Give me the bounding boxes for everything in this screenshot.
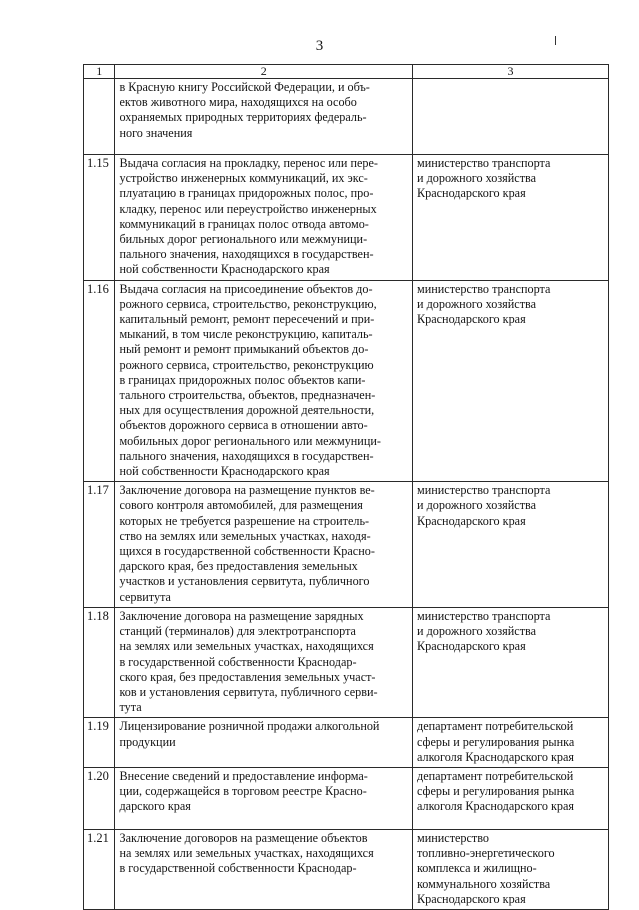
table-row (84, 155, 609, 281)
authority-text: министерство транспорта и дорожного хозяйства Краснодарского края (413, 280, 609, 482)
service-text: Внесение сведений и предоставление информа- ции, содержащейся в торговом реестре Красно- дарского края (115, 767, 413, 829)
service-text: Выдача согласия на прокладку, перенос или пере- устройство инженерных коммуникаций, их экс- плуатацию в границах придорожных полос, про- кладку, перенос или переустройство инженерных коммуникаций в границах полос отвода автомо- бильных дорог регионального или межмуници- пального значения, находящихся в государствен- ной собственности Краснодарского края (115, 155, 413, 281)
row-number: 1.19 (84, 718, 115, 768)
service-text: Лицензирование розничной продажи алкогольной продукции (115, 718, 413, 768)
scan-mark (555, 36, 556, 45)
table-row (84, 718, 609, 768)
service-text: Заключение договора на размещение зарядных станций (терминалов) для электротранспорта на землях или земельных участках, находящихся в государственной собственности Краснодар- ского края, без предоставления земельных участ- ков и установления сервитута, публичного серви- тута (115, 607, 413, 717)
page-number: 3 (315, 38, 324, 54)
authority-text (413, 79, 609, 155)
table-row (84, 607, 609, 717)
table-row (84, 280, 609, 482)
authority-text: министерство транспорта и дорожного хозяйства Краснодарского края (413, 607, 609, 717)
header-col-2: 2 (115, 65, 413, 79)
header-col-1: 1 (84, 65, 115, 79)
service-text: Выдача согласия на присоединение объектов до- рожного сервиса, строительство, реконструкцию, капитальный ремонт, ремонт пересечений и при- мыканий, в том числе реконструкцию, капиталь- ный ремонт и ремонт примыканий объектов до- рожного сервиса, строительство, реконструкцию в границах придорожных полос объектов капи- тального строительства, объектов, предназначен- ных для осуществления дорожной деятельности, объектов дорожного сервиса в отношении авто- мобильных дорог регионального или межмуници- пального значения, находящихся в государствен- ной собственности Краснодарского края (115, 280, 413, 482)
header-col-3: 3 (413, 65, 609, 79)
service-text: Заключение договоров на размещение объектов на землях или земельных участках, находящихся в государственной собственности Краснодар- (115, 829, 413, 909)
row-number: 1.17 (84, 482, 115, 608)
authority-text: министерство топливно-энергетического комплекса и жилищно- коммунального хозяйства Краснодарского края (413, 829, 609, 909)
table-header-row (84, 65, 609, 79)
table-row (84, 829, 609, 909)
table-row (84, 482, 609, 608)
table-row (84, 79, 609, 155)
row-number: 1.15 (84, 155, 115, 281)
row-number: 1.16 (84, 280, 115, 482)
authority-text: министерство транспорта и дорожного хозяйства Краснодарского края (413, 482, 609, 608)
authority-text: департамент потребительской сферы и регулирования рынка алкоголя Краснодарского края (413, 718, 609, 768)
row-number: 1.18 (84, 607, 115, 717)
table-row (84, 767, 609, 829)
service-text: Заключение договора на размещение пунктов ве- сового контроля автомобилей, для размещения которых не требуется разрешение на строитель- ство на землях или земельных участках, находя- щихся в государственной собственности Красно- дарского края, без предоставления земельных участков и установления сервитута, публичного сервитута (115, 482, 413, 608)
authority-text: департамент потребительской сферы и регулирования рынка алкоголя Краснодарского края (413, 767, 609, 829)
authority-text: министерство транспорта и дорожного хозяйства Краснодарского края (413, 155, 609, 281)
row-number: 1.20 (84, 767, 115, 829)
services-table (83, 64, 609, 910)
row-number: 1.21 (84, 829, 115, 909)
service-text: в Красную книгу Российской Федерации, и объ- ектов животного мира, находящихся на особо охраняемых природных территориях федераль- ного значения (115, 79, 413, 155)
row-number (84, 79, 115, 155)
